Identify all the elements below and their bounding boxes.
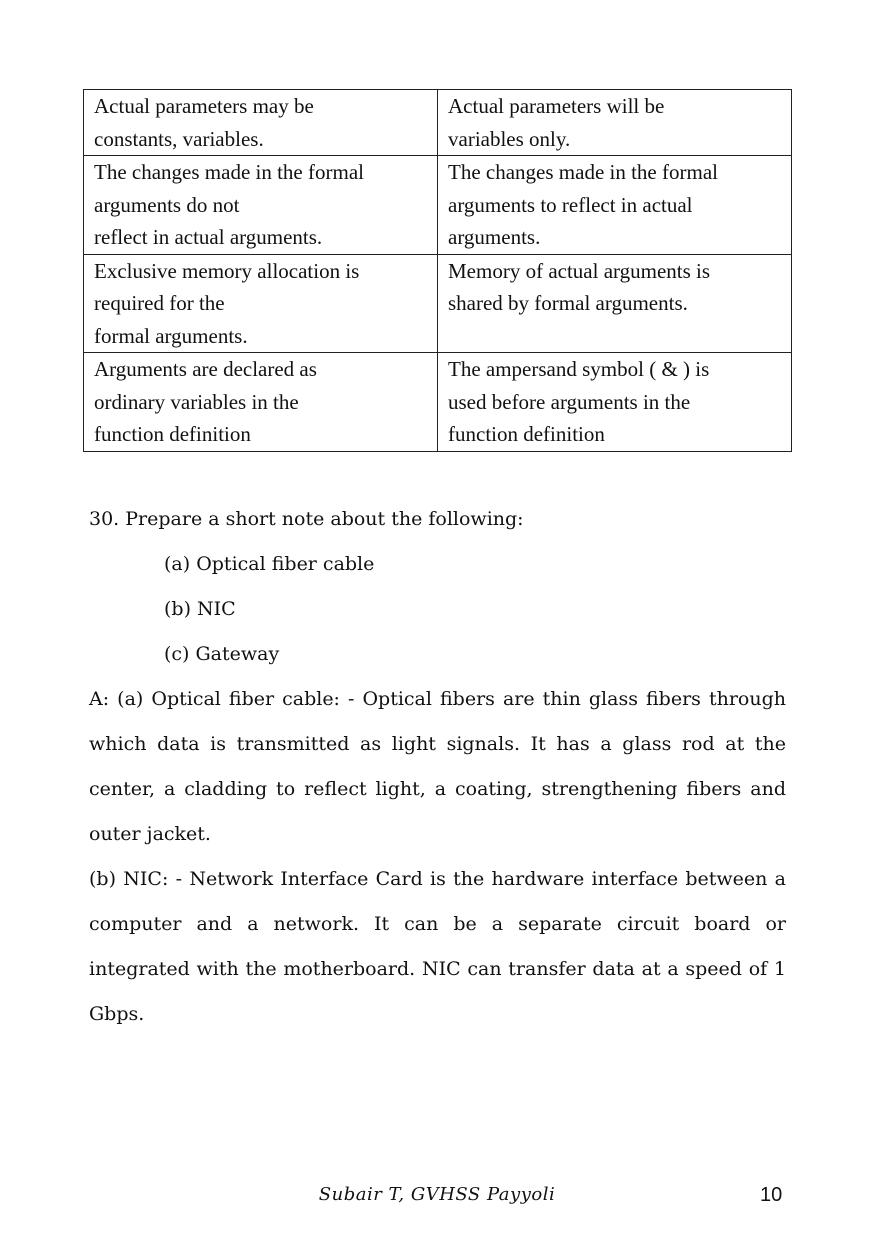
table-row [84,353,792,452]
cell-line: used before arguments in the [448,389,691,414]
cell-line: arguments. [448,225,541,249]
cell-line: Exclusive memory allocation is [94,258,360,283]
cell-line: function definition [448,422,605,446]
comparison-table-body [84,90,792,452]
table-row [84,90,792,156]
cell-line: formal arguments. [94,323,248,348]
question-item: (a) Optical fiber cable [164,553,375,575]
cell-line: ordinary variables in the [94,389,299,414]
cell-line: shared by formal arguments. [448,291,688,315]
table-cell-right [438,353,792,452]
table-cell-left [84,254,438,353]
footer-author: Subair T, GVHSS Payyoli [318,1184,556,1205]
page-number: 10 [760,1184,783,1206]
answer-paragraph: (b) NIC: - Network Interface Card is the hardware interface between a computer and a network. It can be a separate circuit board or integrated with the motherboard. NIC can transfer data at a speed of 1 Gbps. [89,868,786,1025]
table-row [84,156,792,255]
cell-line: required for the [94,291,225,315]
answer-block [89,677,786,1037]
cell-line: reflect in actual arguments. [94,225,323,249]
table-cell-right [438,254,792,353]
question-block [89,497,789,677]
table-row [84,254,792,353]
answer-paragraph: A: (a) Optical fiber cable: - Optical fibers are thin glass fibers through which data is transmitted as light signals. It has a glass rod at the center, a cladding to reflect light, a coating, strengthening fibers and outer jacket. [89,688,786,845]
cell-line: arguments do not [94,192,240,217]
question-text: 30. Prepare a short note about the following: [89,508,524,530]
cell-line: function definition [94,422,251,446]
cell-line: The changes made in the formal [448,160,718,184]
table-cell-right [438,90,792,156]
comparison-table [83,89,792,452]
cell-line: Memory of actual arguments is [448,258,711,283]
cell-line: Actual parameters may be [94,94,314,118]
question-item: (b) NIC [164,598,236,620]
cell-line: The ampersand symbol ( & ) is [448,357,710,381]
cell-line: variables only. [448,126,571,151]
table-cell-left [84,90,438,156]
table-cell-left [84,156,438,255]
cell-line: The changes made in the formal [94,160,364,184]
cell-line: Arguments are declared as [94,357,317,381]
table-cell-left [84,353,438,452]
cell-line: Actual parameters will be [448,94,665,118]
table-cell-right [438,156,792,255]
cell-line: arguments to reflect in actual [448,192,693,217]
question-item: (c) Gateway [164,643,280,665]
cell-line: constants, variables. [94,126,264,151]
